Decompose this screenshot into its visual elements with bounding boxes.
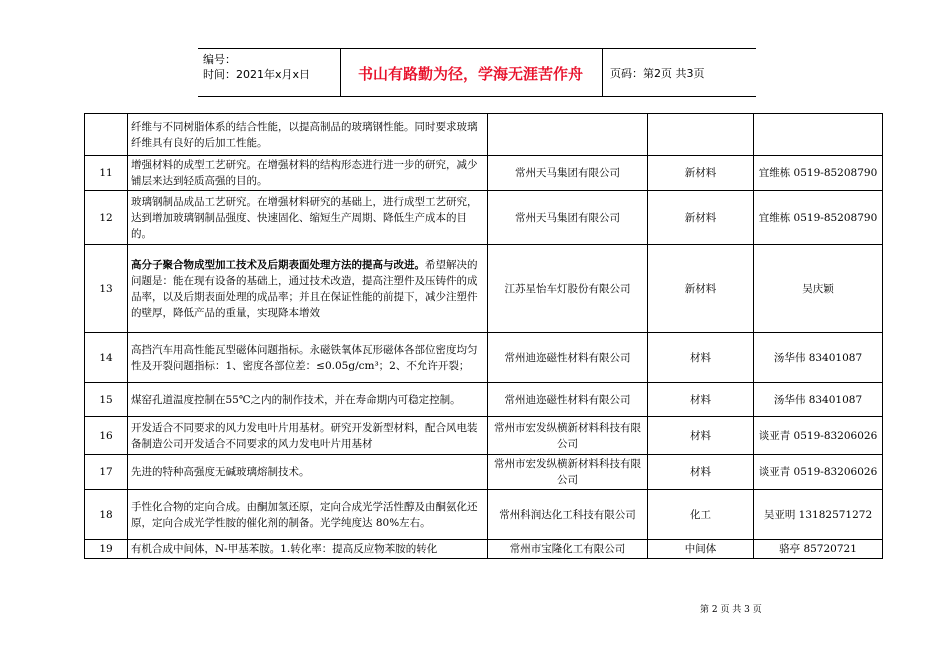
page-header	[198, 48, 756, 97]
row-number: 18	[85, 490, 128, 540]
row-number: 16	[85, 417, 128, 455]
row-company: 江苏星怡车灯股份有限公司	[488, 245, 648, 333]
row-contact: 谈亚青 0519-83206026	[754, 455, 883, 490]
row-number: 15	[85, 383, 128, 417]
table-row	[85, 245, 883, 333]
row-description-text: 高挡汽车用高性能瓦型磁体问题指标。永磁铁氧体瓦形磁体各部位密度均匀性及开裂问题指标：1、密度各部位差：≤0.05g/cm³；2、不允许开裂；	[131, 343, 478, 372]
row-description-text: 先进的特种高强度无碱玻璃熔制技术。	[131, 466, 310, 478]
row-type: 化工	[648, 490, 754, 540]
row-description	[128, 540, 488, 559]
row-description	[128, 333, 488, 383]
row-description	[128, 245, 488, 333]
row-description	[128, 490, 488, 540]
row-description-text: 增强材料的成型工艺研究。在增强材料的结构形态进行进一步的研究，减少铺层来达到轻质高强的目的。	[131, 159, 478, 187]
motto: 书山有路勤为径，学海无涯苦作舟	[358, 65, 584, 83]
row-contact: 宜维栋 0519-85208790	[754, 156, 883, 191]
row-contact: 吴庆颖	[754, 245, 883, 333]
row-type: 新材料	[648, 156, 754, 191]
table-row	[85, 455, 883, 490]
row-description-text: 有机合成中间体，N-甲基苯胺。1.转化率：提高反应物苯胺的转化	[131, 543, 438, 555]
row-contact: 汤华伟 83401087	[754, 333, 883, 383]
row-number: 11	[85, 156, 128, 191]
row-company	[488, 114, 648, 156]
row-description-text: 纤维与不同树脂体系的结合性能，以提高制品的玻璃钢性能。同时要求玻璃纤维具有良好的后加工性能。	[131, 120, 478, 149]
number-label: 编号：	[203, 53, 236, 66]
row-company: 常州科润达化工科技有限公司	[488, 490, 648, 540]
row-contact: 骆亭 85720721	[754, 540, 883, 559]
row-description-text: 开发适合不同要求的风力发电叶片用基材。研究开发新型材料，配合风电装备制造公司开发适合不同要求的风力发电叶片用基材	[131, 421, 478, 450]
row-company: 常州天马集团有限公司	[488, 156, 648, 191]
row-contact: 吴亚明 13182571272	[754, 490, 883, 540]
row-company: 常州市宝隆化工有限公司	[488, 540, 648, 559]
row-number: 17	[85, 455, 128, 490]
row-type: 新材料	[648, 191, 754, 245]
row-type: 材料	[648, 383, 754, 417]
row-type: 材料	[648, 417, 754, 455]
row-contact: 谈亚青 0519-83206026	[754, 417, 883, 455]
row-description	[128, 114, 488, 156]
row-number: 12	[85, 191, 128, 245]
row-description-text: 煤窑孔道温度控制在55℃之内的制作技术，并在寿命期内可稳定控制。	[131, 393, 461, 406]
row-description-text: 玻璃钢制品成品工艺研究。在增强材料研究的基础上，进行成型工艺研究，达到增加玻璃钢制品强度、快速固化、缩短生产周期、降低生产成本的目的。	[131, 195, 478, 240]
row-description-bold: 高分子聚合物成型加工技术及后期表面处理方法的提高与改进。	[131, 258, 425, 271]
row-number: 13	[85, 245, 128, 333]
row-description	[128, 383, 488, 417]
row-number: 14	[85, 333, 128, 383]
row-type: 中间体	[648, 540, 754, 559]
table-row	[85, 191, 883, 245]
row-company: 常州市宏发纵横新材料科技有限公司	[488, 417, 648, 455]
row-contact: 宜维栋 0519-85208790	[754, 191, 883, 245]
row-description-text: 手性化合物的定向合成。由酮加氢还原，定向合成光学活性醇及由酮氨化还原，定向合成光学性胺的催化剂的制备。光学纯度达 80%左右。	[131, 500, 478, 529]
page-label: 页码：第2页 共3页	[610, 67, 705, 80]
row-contact: 汤华伟 83401087	[754, 383, 883, 417]
row-number	[85, 114, 128, 156]
row-description	[128, 455, 488, 490]
requirements-table	[84, 113, 883, 559]
page-footer: 第 2 页 共 3 页	[700, 605, 762, 615]
row-number: 19	[85, 540, 128, 559]
table-row	[85, 114, 883, 156]
row-contact	[754, 114, 883, 156]
row-description	[128, 191, 488, 245]
row-type: 新材料	[648, 245, 754, 333]
header-left-cell	[198, 49, 341, 96]
row-type: 材料	[648, 333, 754, 383]
table-row	[85, 383, 883, 417]
time-label: 时间：2021年x月x日	[203, 68, 311, 81]
row-company: 常州天马集团有限公司	[488, 191, 648, 245]
row-type: 材料	[648, 455, 754, 490]
row-description	[128, 417, 488, 455]
row-description	[128, 156, 488, 191]
row-type	[648, 114, 754, 156]
table-row	[85, 540, 883, 559]
table-row	[85, 490, 883, 540]
row-description-text: 希望解决的问题是：能在现有设备的基础上，通过技术改造，提高注塑件及压铸件的成品率，以及后期表面处理的成品率；并且在保证性能的前提下，减少注塑件的壁厚，降低产品的重量，实现降本增效	[131, 258, 478, 319]
row-company: 常州迪迩磁性材料有限公司	[488, 383, 648, 417]
table-row	[85, 417, 883, 455]
header-divider	[602, 49, 603, 96]
row-company: 常州迪迩磁性材料有限公司	[488, 333, 648, 383]
row-company: 常州市宏发纵横新材料科技有限公司	[488, 455, 648, 490]
table-row	[85, 333, 883, 383]
table-row	[85, 156, 883, 191]
